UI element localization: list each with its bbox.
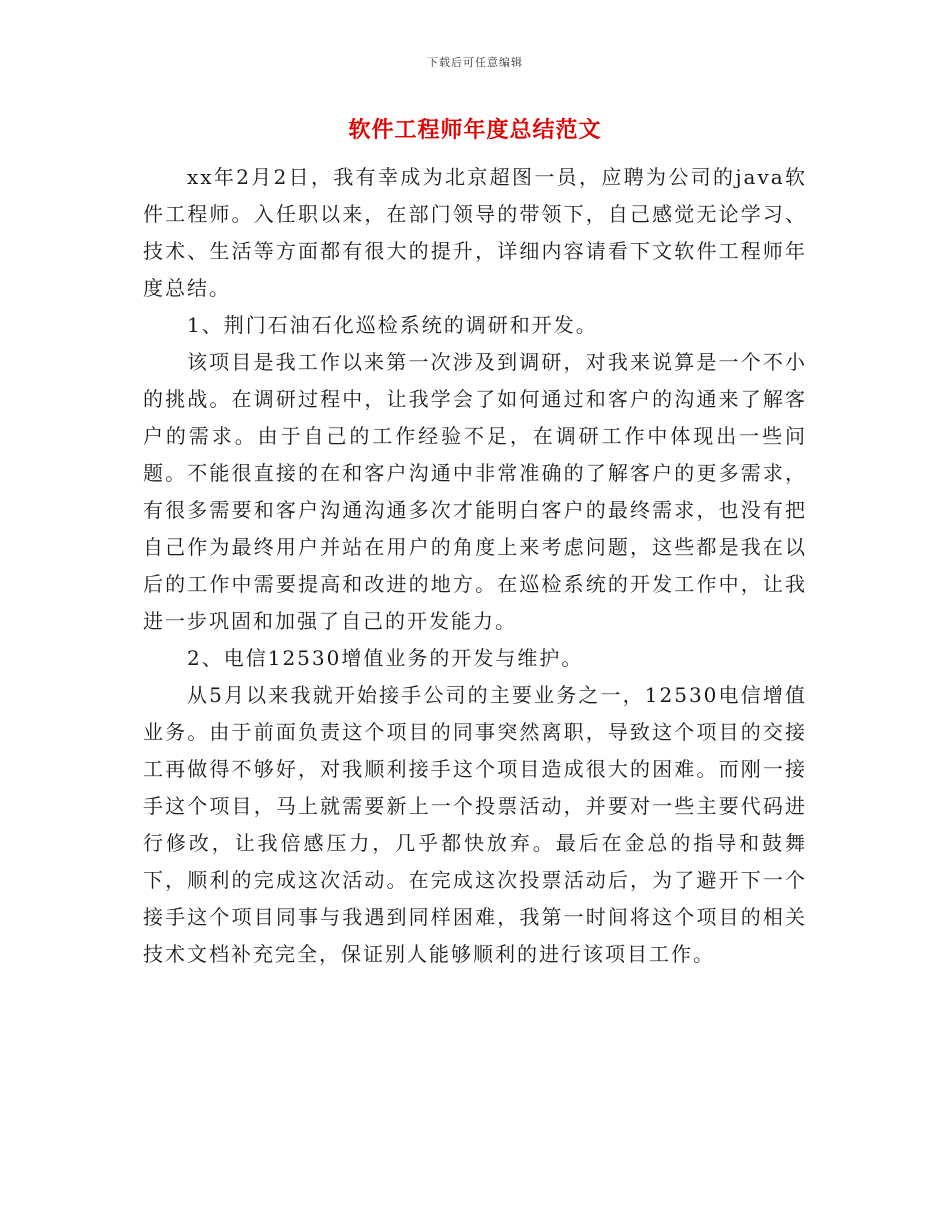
document-title: 软件工程师年度总结范文 [348, 117, 602, 143]
intro-paragraph: xx年2月2日，我有幸成为北京超图一员，应聘为公司的java软件工程师。入任职以来，在部门领导的带领下，自己感觉无论学习、技术、生活等方面都有很大的提升，详细内容请看下文软件工程师年度总结。 [143, 165, 807, 300]
section-1-paragraph: 该项目是我工作以来第一次涉及到调研，对我来说算是一个不小的挑战。在调研过程中，让我学会了如何通过和客户的沟通来了解客户的需求。由于自己的工作经验不足，在调研工作中体现出一些问题。不能很直接的在和客户沟通中非常准确的了解客户的更多需求，有很多需要和客户沟通沟通多次才能明白客户的最终需求，也没有把自己作为最终用户并站在用户的角度上来考虑问题，这些都是我在以后的工作中需要提高和改进的地方。在巡检系统的开发工作中，让我进一步巩固和加强了自己的开发能力。 [143, 350, 807, 633]
document-body [143, 159, 807, 973]
section-heading-2: 2、电信12530增值业务的开发与维护。 [187, 646, 584, 670]
section-2-paragraph: 从5月以来我就开始接手公司的主要业务之一，12530电信增值业务。由于前面负责这个项目的同事突然离职，导致这个项目的交接工再做得不够好，对我顺利接手这个项目造成很大的困难。而刚一接手这个项目，马上就需要新上一个投票活动，并要对一些主要代码进行修改，让我倍感压力，几乎都快放弃。最后在金总的指导和鼓舞下，顺利的完成这次活动。在完成这次投票活动后，为了避开下一个接手这个项目同事与我遇到同样困难，我第一时间将这个项目的相关技术文档补充完全，保证别人能够顺利的进行该项目工作。 [143, 683, 807, 966]
section-heading-1: 1、荆门石油石化巡检系统的调研和开发。 [187, 313, 598, 337]
page-header-note: 下载后可任意编辑 [427, 56, 523, 69]
